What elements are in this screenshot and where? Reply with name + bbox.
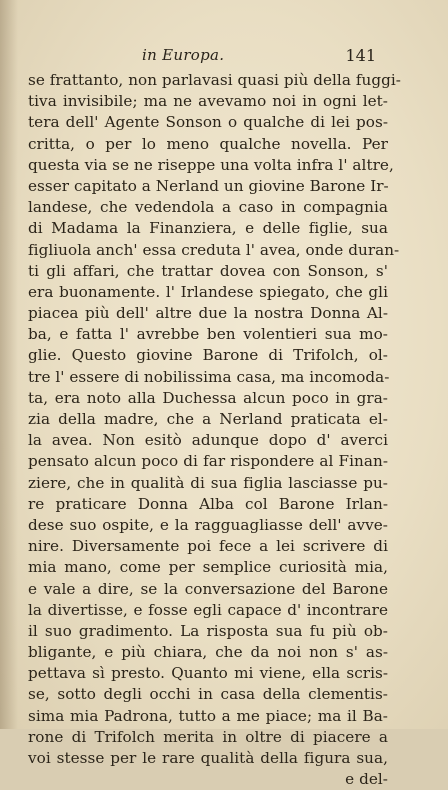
body-text xyxy=(28,70,401,790)
text-line: era buonamente. l' Irlandese spiegato, che gli xyxy=(28,282,388,301)
text-line: se, sotto degli occhi in casa della clementis- xyxy=(28,685,388,704)
page-edge-shadow xyxy=(0,0,18,729)
text-line: pensato alcun poco di far rispondere al Finan- xyxy=(28,452,388,471)
text-line: tera dell' Agente Sonson o qualche di lei pos- xyxy=(28,113,388,132)
text-line: landese, che vedendola a caso in compagnia xyxy=(28,198,388,217)
text-line: se frattanto, non parlavasi quasi più della fuggi- xyxy=(28,71,401,89)
text-line: ba, e fatta l' avrebbe ben volentieri sua mo- xyxy=(28,325,388,344)
catchword-line: e del- xyxy=(345,770,388,789)
text-line: la divertisse, e fosse egli capace d' incontrare xyxy=(28,600,388,619)
text-line: ti gli affari, che trattar dovea con Sonson, s' xyxy=(28,261,388,280)
text-line: nire. Diversamente poi fece a lei scrivere di xyxy=(28,537,388,556)
text-line: mia mano, come per semplice curiosità mia, xyxy=(28,558,388,577)
text-line: re praticare Donna Alba col Barone Irlan- xyxy=(28,494,388,513)
page-header xyxy=(30,44,382,70)
text-line: sima mia Padrona, tutto a me piace; ma il Ba- xyxy=(28,706,388,725)
text-line: piacea più dell' altre due la nostra Donna Al- xyxy=(28,304,388,323)
text-line: tre l' essere di nobilissima casa, ma incomoda- xyxy=(28,367,390,386)
text-line: rone di Trifolch merita in oltre di piacere a xyxy=(28,727,388,746)
text-line: il suo gradimento. La risposta sua fu più ob- xyxy=(28,621,388,640)
page-number: 141 xyxy=(345,46,376,65)
text-line: la avea. Non esitò adunque dopo d' averci xyxy=(28,431,388,450)
text-line: e vale a dire, se la conversazione del Barone xyxy=(28,579,388,598)
text-line: tiva invisibile; ma ne avevamo noi in ogni let- xyxy=(28,92,388,111)
text-line: bligante, e più chiara, che da noi non s' as- xyxy=(28,643,388,662)
text-line: voi stesse per le rare qualità della figura sua, xyxy=(28,749,388,767)
running-head: in Europa. xyxy=(142,46,225,64)
text-line: di Madama la Finanziera, e delle figlie, sua xyxy=(28,219,388,238)
text-line: dese suo ospite, e la ragguagliasse dell' avve- xyxy=(28,515,388,534)
text-line: pettava sì presto. Quanto mi viene, ella scris- xyxy=(28,664,388,683)
text-line: zia della madre, che a Nerland praticata el- xyxy=(28,410,388,428)
text-line: figliuola anch' essa creduta l' avea, onde duran- xyxy=(28,240,400,259)
text-line: esser capitato a Nerland un giovine Barone Ir- xyxy=(28,176,389,195)
text-line: critta, o per lo meno qualche novella. Per xyxy=(28,134,388,153)
text-line: questa via se ne riseppe una volta infra l' altre, xyxy=(28,155,394,174)
text-line: glie. Questo giovine Barone di Trifolch, ol- xyxy=(28,346,388,365)
text-line: ziere, che in qualità di sua figlia lasciasse pu- xyxy=(28,473,388,492)
text-line: ta, era noto alla Duchessa alcun poco in gra- xyxy=(28,388,388,407)
